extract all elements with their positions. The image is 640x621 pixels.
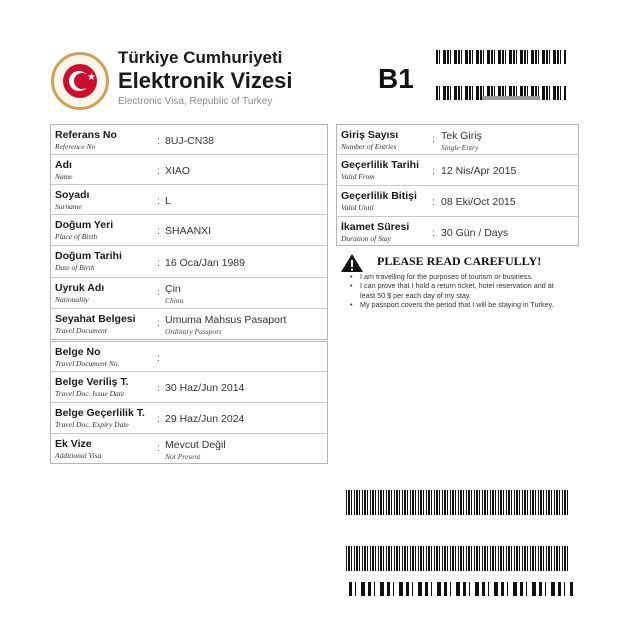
2d-barcode-bottom: [346, 546, 568, 571]
field-label: Seyahat Belgesi: [55, 313, 136, 325]
field-value: L: [165, 195, 171, 207]
field-label: Adı: [55, 159, 72, 171]
field-sublabel: Valid Until: [341, 203, 374, 212]
field-row: Geçerlilik Bitişi Valid Until : 08 Eki/Oct 2015: [337, 186, 578, 217]
visa-type-code: B1: [378, 63, 414, 94]
field-row: Doğum Yeri Place of Birth : SHAANXI: [51, 215, 327, 246]
personal-info-box: [50, 124, 328, 340]
field-value: 12 Nis/Apr 2015: [441, 165, 517, 177]
field-label: Uyruk Adı: [55, 282, 105, 294]
field-label: İkamet Süresi: [341, 221, 410, 233]
field-label: Geçerlilik Tarihi: [341, 159, 420, 171]
barcode-caption: [482, 96, 540, 100]
field-value-sub: Not Present: [165, 452, 201, 461]
field-value: 30 Gün / Days: [441, 227, 509, 239]
field-sublabel: Nationality: [55, 295, 89, 304]
field-label: Doğum Tarihi: [55, 250, 122, 262]
field-sublabel: Name: [55, 172, 73, 181]
field-row: Referans No Reference No : 8UJ-CN38: [51, 125, 327, 155]
field-value: Çin: [165, 283, 181, 295]
field-sublabel: Additional Visa: [55, 451, 102, 460]
field-sublabel: Travel Doc. Expiry Date: [55, 420, 129, 429]
field-label: Belge Veriliş T.: [55, 376, 129, 388]
notice-item: • My passport covers the period that I will be staying in Turkey.: [350, 300, 570, 309]
field-sublabel: Travel Document: [55, 326, 107, 335]
field-label: Geçerlilik Bitişi: [341, 190, 417, 202]
validity-info-box: [336, 124, 579, 246]
field-row: Uyruk Adı Nationality : Çin China: [51, 278, 327, 309]
header-subtitle: Electronic Visa, Republic of Turkey: [118, 96, 273, 107]
notice-title: PLEASE READ CAREFULLY!: [377, 254, 542, 268]
field-value: Umuma Mahsus Pasaport: [165, 314, 287, 326]
field-sublabel: Reference No: [55, 142, 96, 151]
field-row: Doğum Tarihi Date of Birth : 16 Oca/Jan 1989: [51, 246, 327, 278]
field-sublabel: Valid From: [341, 172, 375, 181]
field-label: Ek Vize: [55, 438, 92, 450]
field-row: Ek Vize Additional Visa : Mevcut Değil Not Present: [55, 438, 226, 461]
field-value: Tek Giriş: [441, 130, 482, 142]
field-value: Mevcut Değil: [165, 439, 226, 451]
seal-icon: ★: [51, 52, 109, 110]
field-row: Giriş Sayısı Number of Entries : Tek Giriş Single Entry: [337, 125, 578, 155]
field-label: Giriş Sayısı: [341, 129, 399, 141]
field-row: İkamet Süresi Duration of Stay : 30 Gün / Days: [341, 221, 509, 243]
field-value: 29 Haz/Jun 2024: [165, 413, 245, 425]
field-sublabel: Travel Document No.: [55, 359, 120, 368]
field-value-sub: Single Entry: [441, 143, 479, 152]
field-value-sub: Ordinary Passport: [165, 327, 222, 336]
warning-triangle-icon: [340, 253, 364, 273]
barcode-bottom: [349, 582, 573, 596]
header-title: Elektronik Vizesi: [118, 68, 293, 93]
header-country: Türkiye Cumhuriyeti: [118, 48, 283, 67]
field-sublabel: Place of Birth: [55, 232, 98, 241]
field-row: Seyahat Belgesi Travel Document : Umuma Mahsus Pasaport Ordinary Passport: [55, 313, 287, 336]
field-row: Belge Geçerlilik T. Travel Doc. Expiry Date : 29 Haz/Jun 2024: [51, 403, 327, 434]
document-info-box: [50, 341, 328, 464]
2d-barcode-top: [346, 490, 568, 515]
field-sublabel: Number of Entries: [341, 142, 397, 151]
field-value: 30 Haz/Jun 2014: [165, 382, 245, 394]
field-value: SHAANXI: [165, 225, 212, 237]
field-label: Doğum Yeri: [55, 219, 114, 231]
field-row: Belge No Travel Document No. :: [51, 342, 327, 372]
field-row: Soyadı Surname : L: [51, 185, 327, 215]
field-value: XIAO: [165, 165, 191, 177]
field-row: Adı Name : XIAO: [51, 155, 327, 185]
field-row: Geçerlilik Tarihi Valid From : 12 Nis/Apr 2015: [337, 155, 578, 186]
field-label: Belge Geçerlilik T.: [55, 407, 145, 419]
field-row: Belge Veriliş T. Travel Doc. Issue Date : 30 Haz/Jun 2014: [51, 372, 327, 403]
field-label: Soyadı: [55, 189, 90, 201]
field-sublabel: Duration of Stay: [341, 234, 391, 243]
field-value-sub: China: [165, 296, 184, 305]
field-value: 16 Oca/Jan 1989: [165, 257, 245, 269]
field-label: Referans No: [55, 129, 117, 141]
notice-list: [350, 272, 570, 309]
field-sublabel: Surname: [55, 202, 82, 211]
notice-item: • I can prove that I hold a return ticket, hotel reservation and at least 50 $ per each day of my stay.: [350, 281, 570, 300]
field-sublabel: Date of Birth: [55, 263, 95, 272]
field-sublabel: Travel Doc. Issue Date: [55, 389, 125, 398]
notice-item: • I am travelling for the purposes of tourism or business.: [350, 272, 570, 281]
field-value: 8UJ-CN38: [165, 135, 215, 147]
barcode-top: [436, 50, 566, 64]
field-value: 08 Eki/Oct 2015: [441, 196, 516, 208]
field-label: Belge No: [55, 346, 101, 358]
